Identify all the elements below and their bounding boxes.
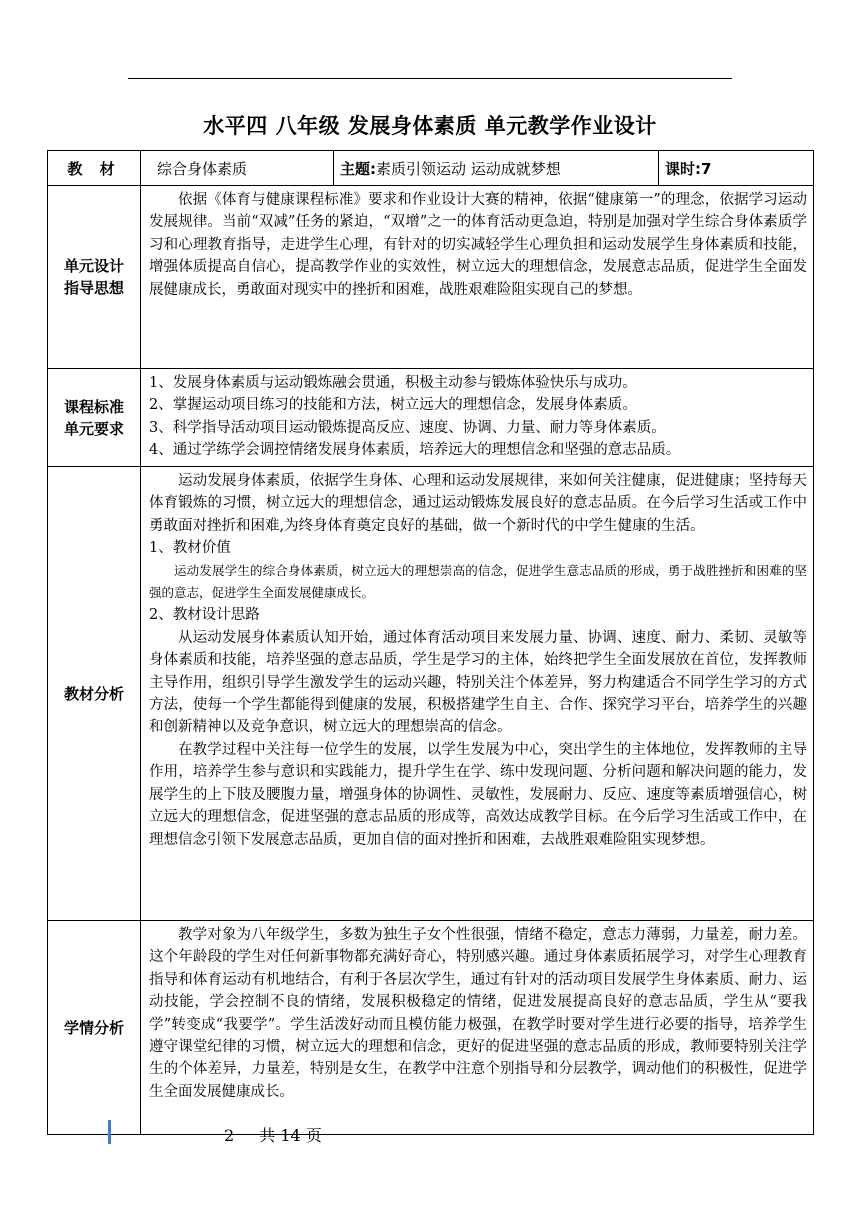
material-label: 教 材 <box>48 151 141 186</box>
standards-content <box>141 369 814 467</box>
analysis-process-text: 在教学过程中关注每一位学生的发展，以学生发展为中心，突出学生的主体地位，发挥教师的主导作用，培养学生参与意识和实践能力，提升学生在学、练中发现问题、分析问题和解决问题的能力，发展学生的上下肢及腰腹力量，增强身体的协调性、灵敏性，发展耐力、反应、速度等素质增强信心，树立远大的理想信念，促进坚强的意志品质的形成等，高效达成教学目标。在今后学习生活或工作中，在理想信念引领下发展意志品质，更加自信的面对挫折和困难，去战胜艰难险阻实现梦想。 <box>149 741 807 848</box>
students-row <box>48 921 814 1135</box>
hours-cell <box>659 151 814 186</box>
hours-label: 课时: <box>665 159 701 178</box>
theme-value: 素质引领运动 运动成就梦想 <box>376 159 561 178</box>
analysis-intro: 运动发展身体素质，依据学生身体、心理和运动发展规律，来如何关注健康，促进健康；坚持每天体育锻炼的习惯，树立远大的理想信念，通过运动锻炼发展良好的意志品质。在今后学习生活或工作中勇敢面对挫折和困难,为终身体育奠定良好的基础，做一个新时代的中学生健康的生活。 <box>149 473 807 534</box>
standards-label-line2: 单元要求 <box>63 419 124 438</box>
page-footer <box>224 1123 326 1146</box>
footer-accent-bar <box>108 1120 111 1144</box>
header-row <box>48 151 814 186</box>
material-value <box>141 151 334 186</box>
header-rule <box>128 78 732 79</box>
analysis-value-text: 运动发展学生的综合身体素质，树立远大的理想崇高的信念，促进学生意志品质的形成，勇于战胜挫折和困难的坚强的意志，促进学生全面发展健康成长。 <box>149 562 807 601</box>
standards-item: 3、科学指导活动项目运动锻炼提高反应、速度、协调、力量、耐力等身体素质。 <box>149 419 666 436</box>
analysis-heading-design: 2、教材设计思路 <box>149 607 260 624</box>
analysis-content <box>141 467 814 921</box>
theme-cell <box>334 151 659 186</box>
page-number: 2 <box>224 1126 235 1145</box>
analysis-row <box>48 467 814 921</box>
analysis-design-text: 从运动发展身体素质认知开始，通过体育活动项目来发展力量、协调、速度、耐力、柔韧、灵敏等身体素质和技能，培养坚强的意志品质，学生是学习的主体，始终把学生全面发展放在首位，发挥教师主导作用，组织引导学生激发学生的运动兴趣，特别关注个体差异，努力构建适合不同学生学习的方式方法，使每一个学生都能得到健康的发展，积极搭建学生自主、合作、探究学习平台，培养学生的兴趣和创新精神以及竞争意识，树立远大的理想崇高的信念。 <box>149 629 807 736</box>
standards-label-line1: 课程标准 <box>63 397 124 416</box>
document-title: 水平四 八年级 发展身体素质 单元教学作业设计 <box>203 114 657 138</box>
design-table <box>47 150 814 1135</box>
guiding-row <box>48 186 814 369</box>
students-content <box>141 921 814 1135</box>
standards-item: 2、掌握运动项目练习的技能和方法，树立远大的理想信念，发展身体素质。 <box>149 397 637 414</box>
page-total: 共 14 页 <box>259 1126 322 1145</box>
hours-value: 7 <box>701 159 712 178</box>
standards-item: 4、通过学练学会调控情绪发展身体素质，培养远大的理想信念和坚强的意志品质。 <box>149 442 681 459</box>
standards-row <box>48 369 814 467</box>
guiding-content <box>141 186 814 369</box>
standards-item: 1、发展身体素质与运动锻炼融会贯通，积极主动参与锻炼体验快乐与成功。 <box>149 375 637 391</box>
students-paragraph: 教学对象为八年级学生，多数为独生子女个性很强，情绪不稳定，意志力薄弱，力量差，耐力差。这个年龄段的学生对任何新事物都充满好奇心，特别感兴趣。通过身体素质拓展学习，对学生心理教育指导和体育运动有机地结合，有利于各层次学生，通过有针对的活动项目发展学生身体素质、耐力、运动技能，学会控制不良的情绪，发展积极稳定的情绪，促进发展提高良好的意志品质，学生从“要我学”转变成“我要学”。学生活泼好动而且模仿能力极强，在教学时要对学生进行必要的指导，培养学生遵守课堂纪律的习惯，树立远大的理想和信念，更好的促进坚强的意志品质的形成，教师要特别关注学生的个体差异，力量差，特别是女生，在教学中注意个别指导和分层教学，调动他们的积极性，促进学生全面发展健康成长。 <box>149 927 807 1100</box>
analysis-heading-value: 1、教材价值 <box>149 540 231 557</box>
guiding-label-line1: 单元设计 <box>63 257 124 275</box>
theme-label: 主题: <box>340 159 376 178</box>
students-label: 学情分析 <box>48 921 141 1135</box>
material-value-text: 综合身体素质 <box>157 159 248 178</box>
guiding-paragraph: 依据《体育与健康课程标准》要求和作业设计大赛的精神，依据“健康第一”的理念，依据学习运动发展规律。当前“双减”任务的紧迫，“双增”之一的体育活动更急迫，特别是加强对学生综合身体素质学习和心理教育指导，走进学生心理，有针对的切实减轻学生心理负担和运动发展学生身体素质和技能，增强体质提高自信心，提高教学作业的实效性，树立远大的理想信念，发展意志品质，促进学生全面发展健康成长，勇敢面对现实中的挫折和困难，战胜艰难险阻实现自己的梦想。 <box>149 192 807 298</box>
analysis-label: 教材分析 <box>48 467 141 921</box>
standards-label <box>48 369 141 467</box>
guiding-label-line2: 指导思想 <box>63 279 124 297</box>
guiding-label <box>48 186 141 369</box>
